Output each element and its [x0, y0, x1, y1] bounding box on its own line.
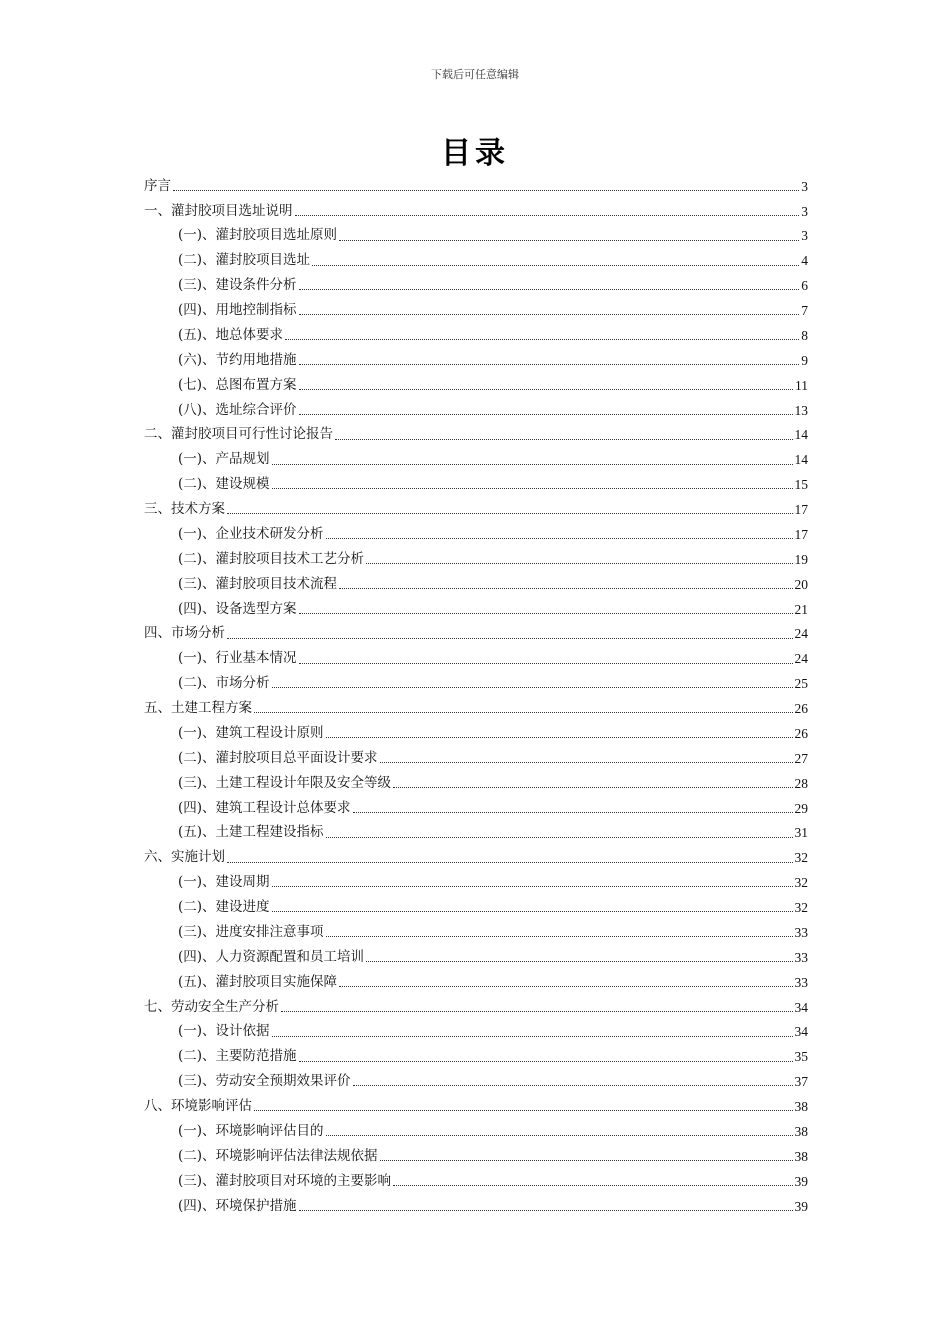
toc-entry-page: 32 [794, 850, 808, 866]
toc-entry-label: (六)、节约用地措施 [178, 351, 297, 368]
toc-entry[interactable] [144, 298, 808, 323]
toc-entry-label: (二)、环境影响评估法律法规依据 [178, 1147, 378, 1164]
toc-dot-leader [299, 1209, 793, 1211]
toc-dot-leader [326, 836, 793, 838]
toc-dot-leader [173, 189, 799, 191]
toc-dot-leader [366, 960, 792, 962]
toc-entry-label: (二)、市场分析 [178, 675, 270, 692]
toc-dot-leader [393, 1184, 792, 1186]
toc-entry-page: 17 [794, 526, 808, 542]
toc-entry[interactable] [144, 522, 808, 547]
toc-entry-label: (一)、企业技术研发分析 [178, 525, 324, 542]
toc-entry[interactable] [144, 622, 808, 647]
toc-entry-label: 序言 [144, 177, 171, 194]
toc-dot-leader [353, 1084, 793, 1086]
toc-entry-page: 29 [794, 800, 808, 816]
toc-entry[interactable] [144, 348, 808, 373]
toc-dot-leader [366, 562, 792, 564]
toc-entry-label: (四)、设备选型方案 [178, 600, 297, 617]
toc-entry[interactable] [144, 696, 808, 721]
toc-entry-label: (五)、土建工程建设指标 [178, 824, 324, 841]
toc-dot-leader [299, 413, 793, 415]
toc-entry[interactable] [144, 1020, 808, 1045]
toc-dot-leader [227, 637, 793, 639]
toc-dot-leader [299, 313, 800, 315]
toc-entry[interactable] [144, 846, 808, 871]
toc-entry-page: 34 [794, 1024, 808, 1040]
toc-entry-page: 38 [794, 1148, 808, 1164]
toc-dot-leader [254, 711, 793, 713]
table-of-contents [144, 174, 808, 1219]
toc-entry[interactable] [144, 473, 808, 498]
toc-entry-label: (二)、主要防范措施 [178, 1048, 297, 1065]
toc-dot-leader [353, 811, 793, 813]
toc-entry-page: 39 [794, 1198, 808, 1214]
toc-entry[interactable] [144, 323, 808, 348]
toc-entry-page: 6 [801, 278, 808, 294]
toc-entry-label: (二)、灌封胶项目总平面设计要求 [178, 749, 378, 766]
toc-entry-page: 17 [794, 502, 808, 518]
toc-entry[interactable] [144, 647, 808, 672]
toc-entry[interactable] [144, 373, 808, 398]
toc-entry-page: 15 [794, 477, 808, 493]
toc-entry-page: 25 [794, 676, 808, 692]
toc-entry-page: 24 [794, 626, 808, 642]
toc-entry-label: (一)、灌封胶项目选址原则 [178, 227, 338, 244]
toc-entry-page: 35 [794, 1049, 808, 1065]
toc-entry-page: 8 [801, 327, 808, 343]
toc-dot-leader [299, 288, 800, 290]
toc-entry-label: (四)、人力资源配置和员工培训 [178, 948, 365, 965]
toc-entry-label: (一)、产品规划 [178, 451, 270, 468]
toc-entry-label: (三)、土建工程设计年限及安全等级 [178, 774, 392, 791]
toc-entry[interactable] [144, 1169, 808, 1194]
toc-entry-label: (三)、灌封胶项目对环境的主要影响 [178, 1172, 392, 1189]
toc-dot-leader [393, 786, 792, 788]
toc-dot-leader [299, 363, 800, 365]
toc-entry-page: 28 [794, 775, 808, 791]
toc-dot-leader [272, 885, 793, 887]
toc-entry[interactable] [144, 821, 808, 846]
toc-entry-label: 二、灌封胶项目可行性讨论报告 [144, 426, 333, 443]
toc-entry-page: 27 [794, 750, 808, 766]
toc-entry-page: 38 [794, 1099, 808, 1115]
toc-entry-label: (四)、用地控制指标 [178, 302, 297, 319]
toc-entry-page: 39 [794, 1173, 808, 1189]
toc-entry-page: 4 [801, 253, 808, 269]
toc-entry[interactable] [144, 721, 808, 746]
toc-entry[interactable] [144, 871, 808, 896]
toc-entry-page: 24 [794, 651, 808, 667]
toc-entry-page: 32 [794, 875, 808, 891]
toc-entry-page: 38 [794, 1123, 808, 1139]
toc-entry[interactable] [144, 448, 808, 473]
toc-dot-leader [272, 1035, 793, 1037]
toc-entry[interactable] [144, 1194, 808, 1219]
toc-dot-leader [281, 1010, 793, 1012]
toc-entry-page: 9 [801, 352, 808, 368]
toc-entry[interactable] [144, 672, 808, 697]
toc-entry-label: 六、实施计划 [144, 849, 225, 866]
toc-entry-page: 31 [794, 825, 808, 841]
toc-entry[interactable] [144, 199, 808, 224]
toc-entry-label: (一)、环境影响评估目的 [178, 1122, 324, 1139]
toc-entry[interactable] [144, 1045, 808, 1070]
toc-dot-leader [272, 463, 793, 465]
toc-dot-leader [295, 214, 800, 216]
toc-entry[interactable] [144, 920, 808, 945]
toc-entry-label: 四、市场分析 [144, 625, 225, 642]
toc-dot-leader [299, 1060, 793, 1062]
toc-entry-page: 21 [794, 601, 808, 617]
toc-entry-page: 37 [794, 1074, 808, 1090]
toc-entry[interactable] [144, 995, 808, 1020]
toc-entry[interactable] [144, 249, 808, 274]
toc-entry-page: 26 [794, 725, 808, 741]
toc-entry-label: (四)、环境保护措施 [178, 1197, 297, 1214]
toc-entry[interactable] [144, 970, 808, 995]
toc-entry-label: (五)、地总体要求 [178, 326, 284, 343]
toc-entry-label: 八、环境影响评估 [144, 1098, 252, 1115]
toc-entry-page: 33 [794, 974, 808, 990]
toc-entry-page: 3 [801, 203, 808, 219]
toc-entry-label: (二)、建设规模 [178, 476, 270, 493]
toc-entry-label: (二)、灌封胶项目选址 [178, 252, 311, 269]
toc-entry-page: 33 [794, 949, 808, 965]
toc-dot-leader [380, 761, 793, 763]
toc-entry-label: 五、土建工程方案 [144, 700, 252, 717]
toc-entry[interactable] [144, 423, 808, 448]
toc-dot-leader [339, 239, 799, 241]
toc-entry-label: (一)、设计依据 [178, 1023, 270, 1040]
toc-entry-page: 3 [801, 178, 808, 194]
toc-dot-leader [326, 935, 793, 937]
toc-dot-leader [227, 512, 793, 514]
toc-entry[interactable] [144, 398, 808, 423]
toc-dot-leader [285, 338, 799, 340]
toc-dot-leader [326, 537, 793, 539]
toc-entry-label: (三)、建设条件分析 [178, 277, 297, 294]
toc-entry[interactable] [144, 547, 808, 572]
toc-entry-label: (三)、灌封胶项目技术流程 [178, 575, 338, 592]
toc-entry-page: 14 [794, 427, 808, 443]
toc-entry-page: 13 [794, 402, 808, 418]
page-title: 目录 [441, 136, 509, 171]
toc-entry[interactable] [144, 497, 808, 522]
toc-entry[interactable] [144, 224, 808, 249]
toc-dot-leader [339, 985, 792, 987]
toc-entry-page: 33 [794, 924, 808, 940]
toc-dot-leader [299, 662, 793, 664]
toc-entry-label: (二)、灌封胶项目技术工艺分析 [178, 550, 365, 567]
toc-entry-page: 26 [794, 701, 808, 717]
toc-entry-label: (一)、建筑工程设计原则 [178, 724, 324, 741]
toc-entry[interactable] [144, 1070, 808, 1095]
toc-dot-leader [312, 264, 799, 266]
toc-dot-leader [339, 587, 792, 589]
toc-entry[interactable] [144, 572, 808, 597]
toc-entry[interactable] [144, 274, 808, 299]
toc-entry-label: 一、灌封胶项目选址说明 [144, 202, 293, 219]
toc-entry-label: 七、劳动安全生产分析 [144, 998, 279, 1015]
toc-entry-label: (一)、建设周期 [178, 874, 270, 891]
toc-entry-label: (五)、灌封胶项目实施保障 [178, 973, 338, 990]
toc-entry[interactable] [144, 796, 808, 821]
toc-entry-page: 32 [794, 900, 808, 916]
toc-entry-label: (三)、进度安排注意事项 [178, 923, 324, 940]
toc-entry-page: 11 [795, 377, 808, 393]
toc-entry[interactable] [144, 1119, 808, 1144]
toc-entry-label: (一)、行业基本情况 [178, 650, 297, 667]
toc-dot-leader [380, 1159, 793, 1161]
toc-entry-label: (四)、建筑工程设计总体要求 [178, 799, 351, 816]
header-note: 下载后可任意编辑 [431, 68, 519, 81]
toc-dot-leader [254, 1109, 793, 1111]
toc-entry[interactable] [144, 597, 808, 622]
toc-dot-leader [326, 1134, 793, 1136]
toc-entry-page: 20 [794, 576, 808, 592]
toc-entry[interactable] [144, 1094, 808, 1119]
toc-entry-page: 7 [801, 303, 808, 319]
toc-dot-leader [299, 612, 793, 614]
toc-dot-leader [299, 388, 793, 390]
toc-dot-leader [272, 910, 793, 912]
toc-entry[interactable] [144, 771, 808, 796]
toc-entry-label: (三)、劳动安全预期效果评价 [178, 1073, 351, 1090]
toc-entry[interactable] [144, 895, 808, 920]
toc-entry-label: 三、技术方案 [144, 501, 225, 518]
toc-entry-label: (八)、选址综合评价 [178, 401, 297, 418]
toc-entry-page: 3 [801, 228, 808, 244]
toc-entry[interactable] [144, 746, 808, 771]
toc-dot-leader [335, 438, 793, 440]
toc-dot-leader [272, 487, 793, 489]
toc-entry[interactable] [144, 174, 808, 199]
toc-dot-leader [227, 861, 793, 863]
toc-entry-label: (七)、总图布置方案 [178, 376, 297, 393]
toc-entry-label: (二)、建设进度 [178, 899, 270, 916]
toc-entry-page: 19 [794, 551, 808, 567]
toc-entry-page: 34 [794, 999, 808, 1015]
toc-entry-page: 14 [794, 452, 808, 468]
toc-entry[interactable] [144, 1144, 808, 1169]
toc-entry[interactable] [144, 945, 808, 970]
toc-dot-leader [272, 686, 793, 688]
toc-dot-leader [326, 736, 793, 738]
